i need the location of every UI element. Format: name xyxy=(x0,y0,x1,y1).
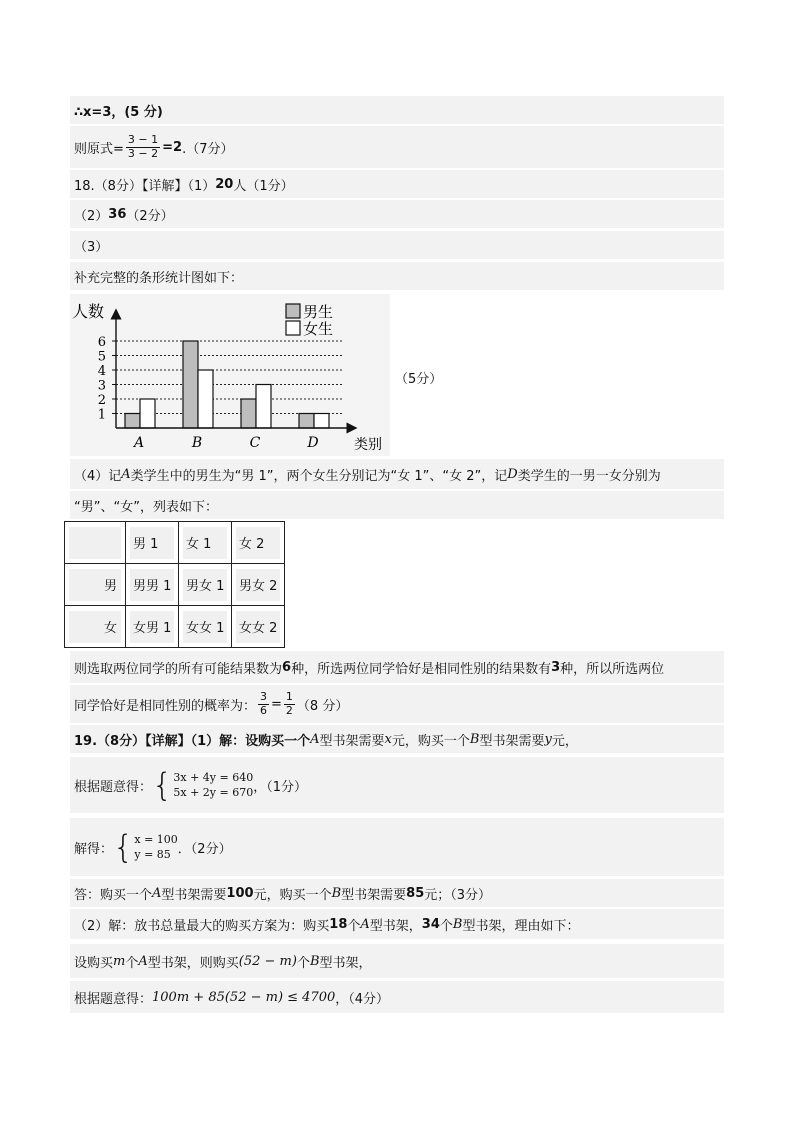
q19-text-g: 型书架需要 xyxy=(479,733,545,749)
var-b: B xyxy=(452,916,463,932)
inequality-intro: 根据题意得： xyxy=(74,991,153,1007)
chart-intro-text: 补充完整的条形统计图如下： xyxy=(74,270,244,286)
prob-text-a: 则选取两位同学的所有可能结果数为 xyxy=(74,661,283,677)
q19-header-line xyxy=(70,725,724,753)
fraction-denominator: 3 − 2 xyxy=(127,146,159,160)
bar-chart-container xyxy=(70,294,390,456)
prob-score-8: （8 分） xyxy=(296,698,349,714)
q19-setup-line xyxy=(70,944,724,978)
legend-swatch-男生 xyxy=(286,304,300,318)
q18-label: 18.（8分）【详解】（1） xyxy=(74,178,216,194)
table-cell: 男女 2 xyxy=(236,569,280,601)
equation-score-1: ，（1分） xyxy=(253,779,307,795)
q18-part3-label: （3） xyxy=(74,239,109,255)
part2-18: 18 xyxy=(329,916,348,932)
solution-line-x xyxy=(70,96,724,124)
q18-part4-line xyxy=(70,459,724,489)
q19-text-e: 元，购买一个 xyxy=(391,733,470,749)
bar-男生-A xyxy=(125,414,140,429)
setup-text-e: 型书架，则购买 xyxy=(147,955,239,971)
table-cell: 女女 1 xyxy=(183,611,227,643)
chart-score-5: （5分） xyxy=(395,372,443,387)
table-row xyxy=(65,564,285,606)
table-cell: 女 2 xyxy=(236,527,280,559)
inequality-line xyxy=(70,981,724,1013)
table-cell: 女 xyxy=(69,611,121,643)
q19-label: 19.（8分）【详解】（1）解：设购买一个 xyxy=(74,733,311,749)
answer-score-3: 元；（3分） xyxy=(424,887,492,903)
q19-part2-line xyxy=(70,909,724,939)
solution-intro: 解得： xyxy=(74,841,114,857)
setup-text-i: 型书架， xyxy=(319,955,372,971)
q18-answer-1: 20 xyxy=(215,176,234,192)
y-axis-label: 人数 xyxy=(72,302,105,321)
solution-row-1: x = 100 xyxy=(134,832,178,846)
probability-line-2 xyxy=(70,685,724,723)
part4-var-a: A xyxy=(121,466,131,482)
solution-system xyxy=(113,828,178,866)
fraction-3-1-over-3-2 xyxy=(126,134,160,160)
text-x-equals: ∴x=3，(5 分) xyxy=(74,104,163,120)
part4-text-a: （4）记 xyxy=(74,468,122,484)
text-equals: = xyxy=(271,696,282,712)
fraction-denominator: 6 xyxy=(260,703,268,717)
y-tick-label: 6 xyxy=(97,335,106,350)
bar-男生-B xyxy=(183,341,198,428)
equation-row-2: 5x + 2y = 670 xyxy=(173,786,254,799)
bar-女生-C xyxy=(256,385,271,429)
equation-system xyxy=(152,766,254,804)
prob-result-text: 同学恰好是相同性别的概率为： xyxy=(74,698,257,714)
answer-85: 85 xyxy=(406,885,425,901)
solution-row-2: y = 85 xyxy=(134,848,171,861)
equation-intro: 根据题意得： xyxy=(74,779,153,795)
y-tick-label: 5 xyxy=(97,349,106,365)
text-original-prefix: 则原式= xyxy=(74,141,124,157)
table-cell: 女男 1 xyxy=(130,611,174,643)
q18-part3-line xyxy=(70,231,724,259)
table-cell xyxy=(69,527,121,559)
q18-answer-2: 36 xyxy=(108,206,127,222)
equation-row-1: 3x + 4y = 640 xyxy=(173,770,254,784)
part2-text-i: 型书架，理由如下： xyxy=(462,918,580,934)
fraction-numerator: 3 xyxy=(260,689,268,703)
bar-女生-B xyxy=(198,370,213,428)
fraction-numerator: 1 xyxy=(285,689,293,703)
answer-line xyxy=(70,879,724,907)
q18-answer-1-unit: 人（1分） xyxy=(233,178,294,194)
part4-text-c: 类学生中的男生为“男 1”，两个女生分别记为“女 1”、“女 2”，记 xyxy=(130,468,508,484)
probability-line-1 xyxy=(70,651,724,683)
inequality-expression: 100m + 85(52 − m) ≤ 4700 xyxy=(152,989,336,1005)
bar-男生-D xyxy=(299,414,314,429)
y-tick-label: 1 xyxy=(97,407,106,423)
fraction-denominator: 2 xyxy=(285,703,293,717)
legend-swatch-女生 xyxy=(286,321,300,335)
setup-text-g: 个 xyxy=(296,955,310,971)
answer-text-e: 元，购买一个 xyxy=(253,887,332,903)
var-m: m xyxy=(113,953,126,969)
chart-intro-line xyxy=(70,262,724,290)
var-b: B xyxy=(469,731,480,747)
legend-label: 女生 xyxy=(303,320,334,338)
part4-text-e: 类学生的一男一女分别为 xyxy=(517,468,661,484)
bar-男生-C xyxy=(241,399,256,428)
table-row xyxy=(65,606,285,648)
part2-34: 34 xyxy=(421,916,440,932)
var-b: B xyxy=(331,885,342,901)
brace-symbol: { xyxy=(152,766,173,804)
answer-100: 100 xyxy=(226,885,254,901)
x-tick-label: C xyxy=(249,435,261,451)
setup-text-a: 设购买 xyxy=(74,955,114,971)
y-tick-label: 4 xyxy=(97,364,106,379)
part4-var-d: D xyxy=(507,466,518,482)
y-tick-label: 2 xyxy=(97,393,106,408)
var-x: x xyxy=(384,731,392,747)
var-y: y xyxy=(544,731,552,747)
fraction-numerator: 3 − 1 xyxy=(127,132,159,146)
q19-text-i: 元， xyxy=(551,733,578,749)
table-cell: 女 1 xyxy=(183,527,227,559)
var-a: A xyxy=(310,731,320,747)
bar-女生-D xyxy=(314,414,329,429)
solution-score-2: ．（2分） xyxy=(177,841,232,857)
q18-part2-label: （2） xyxy=(74,208,109,224)
q18-part2-line xyxy=(70,200,724,228)
x-tick-label: A xyxy=(133,435,145,451)
q19-text-c: 型书架需要 xyxy=(319,733,385,749)
expr-52-minus-m: (52 − m) xyxy=(238,953,297,969)
inequality-score-4: ，（4分） xyxy=(335,991,390,1007)
bar-女生-A xyxy=(140,399,155,428)
equation-system-line xyxy=(70,757,724,813)
var-b: B xyxy=(309,953,320,969)
y-tick-label: 3 xyxy=(97,378,106,394)
solution-line-original-expression xyxy=(70,126,724,168)
x-tick-label: B xyxy=(191,435,203,451)
table-cell: 女女 2 xyxy=(236,611,280,643)
brace-symbol: { xyxy=(113,828,134,866)
legend-label: 男生 xyxy=(303,303,334,321)
prob-text-c: 种，所选两位同学恰好是相同性别的结果数有 xyxy=(291,661,552,677)
part4-text-list: “男”、“女”，列表如下： xyxy=(74,499,218,515)
var-a: A xyxy=(152,885,162,901)
prob-same-3: 3 xyxy=(551,659,561,675)
answer-text-c: 型书架需要 xyxy=(161,887,227,903)
answer-text-a: 答：购买一个 xyxy=(74,887,153,903)
table-cell: 男 xyxy=(69,569,121,601)
prob-text-e: 种，所以所选两位 xyxy=(560,661,665,677)
answer-text-g: 型书架需要 xyxy=(341,887,407,903)
text-equals-2: =2 xyxy=(162,139,183,155)
table-cell: 男女 1 xyxy=(183,569,227,601)
bar-chart xyxy=(70,294,390,456)
table-header-row xyxy=(65,522,285,564)
x-tick-label: D xyxy=(307,435,319,451)
solution-system-line xyxy=(70,818,724,876)
setup-text-c: 个 xyxy=(125,955,139,971)
table-cell: 男 1 xyxy=(130,527,174,559)
fraction-1-over-2 xyxy=(284,691,295,717)
q18-header-line xyxy=(70,170,724,198)
part2-text-c: 个 xyxy=(347,918,361,934)
part2-text-g: 个 xyxy=(439,918,453,934)
fraction-3-over-6 xyxy=(258,691,269,717)
x-axis-label: 类别 xyxy=(354,437,382,453)
var-a: A xyxy=(360,916,370,932)
var-a: A xyxy=(138,953,148,969)
table-cell: 男男 1 xyxy=(130,569,174,601)
prob-total-6: 6 xyxy=(282,659,292,675)
q18-part4-line-2 xyxy=(70,491,724,519)
part2-text-a: （2）解：放书总量最大的购买方案为：购买 xyxy=(74,918,330,934)
part2-text-e: 型书架， xyxy=(369,918,422,934)
q18-score-2: （2分） xyxy=(126,208,174,224)
outcome-table xyxy=(64,521,285,648)
text-score-7: .（7分） xyxy=(182,141,234,157)
